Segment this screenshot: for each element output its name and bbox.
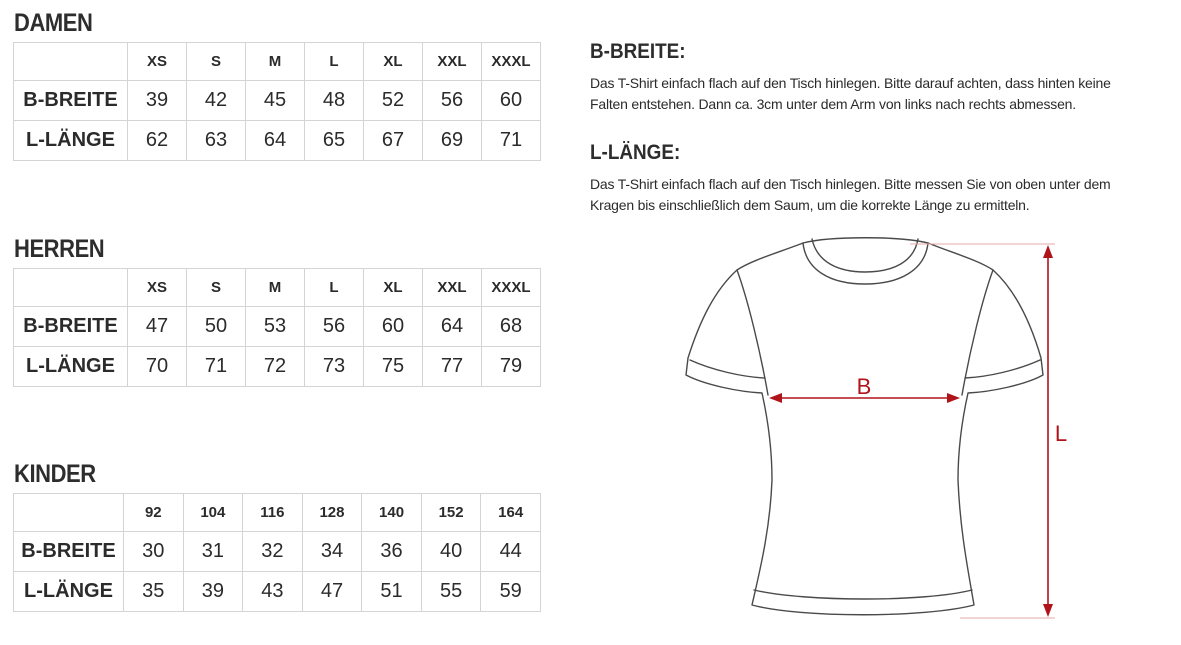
table-row-laenge: [14, 121, 541, 161]
table-cell: 68: [482, 307, 541, 347]
table-cell: 64: [423, 307, 482, 347]
size-column-header: S: [187, 269, 246, 307]
size-column-header: 152: [421, 494, 481, 532]
table-cell: 71: [482, 121, 541, 161]
table-cell: 39: [128, 81, 187, 121]
laenge-instructions-line: Das T-Shirt einfach flach auf den Tisch hinlegen. Bitte messen Sie von oben unter dem: [590, 176, 1111, 192]
table-cell: 40: [421, 532, 481, 572]
table-header-row: [14, 43, 541, 81]
size-table-damen: [13, 42, 541, 161]
table-cell: 39: [183, 572, 243, 612]
table-cell: 47: [302, 572, 362, 612]
size-column-header: XS: [128, 269, 187, 307]
table-cell: 34: [302, 532, 362, 572]
size-column-header: XXL: [423, 43, 482, 81]
table-cell: 69: [423, 121, 482, 161]
table-cell: 53: [246, 307, 305, 347]
table-cell: 59: [481, 572, 541, 612]
breite-instructions: [590, 73, 1165, 115]
size-column-header: XXXL: [482, 269, 541, 307]
table-cell: 48: [305, 81, 364, 121]
table-cell: 79: [482, 347, 541, 387]
breite-instructions-line: Falten entstehen. Dann ca. 3cm unter dem Arm von links nach rechts abmessen.: [590, 96, 1076, 112]
size-column-header: XS: [128, 43, 187, 81]
table-cell: 64: [246, 121, 305, 161]
table-cell: 70: [128, 347, 187, 387]
table-cell: 56: [305, 307, 364, 347]
length-marker-label: L: [1054, 421, 1068, 446]
length-measurement-guide: [910, 244, 1055, 618]
row-label: L-LÄNGE: [14, 572, 124, 612]
table-cell: 65: [305, 121, 364, 161]
table-cell: 36: [362, 532, 422, 572]
table-cell: 75: [364, 347, 423, 387]
row-label: L-LÄNGE: [14, 347, 128, 387]
table-header-row: [14, 494, 541, 532]
row-label: B-BREITE: [14, 81, 128, 121]
table-cell: 71: [187, 347, 246, 387]
table-cell: 51: [362, 572, 422, 612]
size-column-header: XL: [364, 269, 423, 307]
size-column-header: M: [246, 269, 305, 307]
size-column-header: 164: [481, 494, 541, 532]
row-label: B-BREITE: [14, 307, 128, 347]
table-cell: 43: [243, 572, 303, 612]
length-arrow-head-top: [1043, 245, 1053, 258]
width-arrow-head-right: [947, 393, 960, 403]
tshirt-outline: [686, 238, 1043, 615]
size-table-kinder: [13, 493, 541, 612]
table-cell: 60: [482, 81, 541, 121]
laenge-instructions: [590, 174, 1165, 216]
table-row-breite: [14, 307, 541, 347]
breite-instructions-line: Das T-Shirt einfach flach auf den Tisch hinlegen. Bitte darauf achten, dass hinten keine: [590, 75, 1111, 91]
size-table-herren: [13, 268, 541, 387]
corner-cell: [14, 43, 128, 81]
table-cell: 31: [183, 532, 243, 572]
breite-heading: B-BREITE:: [590, 40, 686, 63]
table-cell: 44: [481, 532, 541, 572]
width-marker-label: B: [856, 374, 872, 399]
table-cell: 67: [364, 121, 423, 161]
section-title-herren: HERREN: [14, 235, 105, 263]
table-cell: 56: [423, 81, 482, 121]
table-cell: 72: [246, 347, 305, 387]
section-title-kinder: KINDER: [14, 460, 96, 488]
size-column-header: S: [187, 43, 246, 81]
table-cell: 62: [128, 121, 187, 161]
size-column-header: 128: [302, 494, 362, 532]
table-cell: 50: [187, 307, 246, 347]
table-row-breite: [14, 81, 541, 121]
section-title-damen: DAMEN: [14, 9, 93, 37]
table-cell: 47: [128, 307, 187, 347]
row-label: L-LÄNGE: [14, 121, 128, 161]
row-label: B-BREITE: [14, 532, 124, 572]
table-cell: 45: [246, 81, 305, 121]
table-cell: 63: [187, 121, 246, 161]
table-row-laenge: [14, 347, 541, 387]
size-column-header: XXL: [423, 269, 482, 307]
table-cell: 35: [124, 572, 184, 612]
size-column-header: 104: [183, 494, 243, 532]
corner-cell: [14, 494, 124, 532]
corner-cell: [14, 269, 128, 307]
length-arrow-head-bottom: [1043, 604, 1053, 617]
table-cell: 60: [364, 307, 423, 347]
table-cell: 32: [243, 532, 303, 572]
size-column-header: XL: [364, 43, 423, 81]
table-cell: 30: [124, 532, 184, 572]
table-cell: 42: [187, 81, 246, 121]
table-cell: 55: [421, 572, 481, 612]
table-cell: 52: [364, 81, 423, 121]
size-column-header: 116: [243, 494, 303, 532]
laenge-instructions-line: Kragen bis einschließlich dem Saum, um die korrekte Länge zu ermitteln.: [590, 197, 1030, 213]
table-cell: 77: [423, 347, 482, 387]
width-arrow-head-left: [769, 393, 782, 403]
table-row-breite: [14, 532, 541, 572]
size-column-header: L: [305, 43, 364, 81]
size-column-header: M: [246, 43, 305, 81]
table-row-laenge: [14, 572, 541, 612]
table-header-row: [14, 269, 541, 307]
size-column-header: 92: [124, 494, 184, 532]
laenge-heading: L-LÄNGE:: [590, 141, 681, 164]
size-column-header: XXXL: [482, 43, 541, 81]
size-column-header: L: [305, 269, 364, 307]
size-column-header: 140: [362, 494, 422, 532]
table-cell: 73: [305, 347, 364, 387]
tshirt-measurement-diagram: [670, 225, 1080, 635]
